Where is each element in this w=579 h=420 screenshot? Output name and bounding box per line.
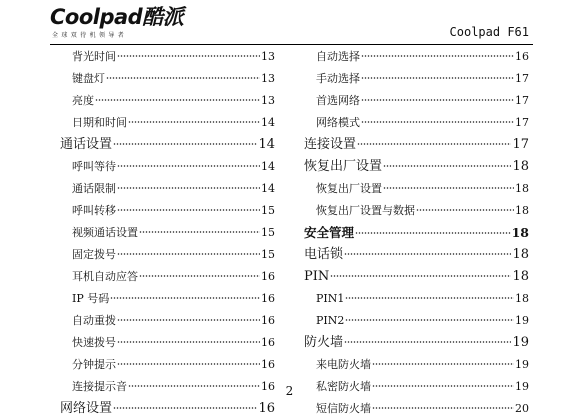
toc-entry-label: 耳机自动应答 xyxy=(72,270,138,283)
dot-leader xyxy=(383,165,511,167)
toc-entry-page: 16 xyxy=(261,380,275,393)
dot-leader xyxy=(344,253,511,255)
page-number: 2 xyxy=(285,384,294,398)
toc-entry-label: 背光时间 xyxy=(72,50,116,63)
dot-leader xyxy=(345,319,514,321)
toc-entry-label: 自动选择 xyxy=(316,50,360,63)
toc-entry-label: 固定拨号 xyxy=(72,248,116,261)
toc-entry[interactable] xyxy=(60,90,275,112)
toc-entry-label: PIN1 xyxy=(316,292,345,305)
toc-entry-label: 安全管理 xyxy=(304,225,355,240)
toc-entry[interactable] xyxy=(60,200,275,222)
dot-leader xyxy=(139,275,260,277)
toc-entry-label: 通话限制 xyxy=(72,182,116,195)
toc-entry-label: 短信防火墙 xyxy=(316,402,371,415)
toc-entry-page: 17 xyxy=(515,72,529,85)
toc-entry-label: IP 号码 xyxy=(72,292,110,305)
toc-entry-page: 18 xyxy=(515,182,529,195)
toc-entry-label: 电话锁 xyxy=(304,247,344,262)
toc-entry-label: 连接提示音 xyxy=(72,380,127,393)
dot-leader xyxy=(345,297,514,299)
dot-leader xyxy=(113,143,257,145)
toc-entry-page: 19 xyxy=(512,335,529,350)
toc-entry-page: 17 xyxy=(515,116,529,129)
toc-entry[interactable] xyxy=(60,266,275,288)
dot-leader xyxy=(117,319,260,321)
dot-leader xyxy=(95,99,260,101)
dot-leader xyxy=(106,77,260,79)
toc-entry[interactable] xyxy=(304,68,529,90)
toc-entry-page: 14 xyxy=(258,137,275,152)
toc-entry-label: 视频通话设置 xyxy=(72,226,138,239)
header-rule xyxy=(50,44,533,45)
toc-entry-page: 18 xyxy=(515,204,529,217)
toc-entry[interactable] xyxy=(60,354,275,376)
toc-entry-page: 13 xyxy=(261,50,275,63)
toc-entry-page: 13 xyxy=(261,72,275,85)
toc-entry-label: 私密防火墙 xyxy=(316,380,371,393)
toc-entry[interactable] xyxy=(304,134,529,156)
dot-leader xyxy=(416,209,514,211)
toc-entry-page: 14 xyxy=(261,116,275,129)
toc-entry[interactable] xyxy=(60,222,275,244)
toc-entry[interactable] xyxy=(60,68,275,90)
toc-entry[interactable] xyxy=(60,288,275,310)
toc-entry-page: 18 xyxy=(512,247,529,262)
dot-leader xyxy=(383,187,514,189)
toc-entry-label: 日期和时间 xyxy=(72,116,127,129)
toc-entry-page: 15 xyxy=(261,204,275,217)
dot-leader xyxy=(361,55,514,57)
toc-right-column xyxy=(304,46,529,420)
toc-entry[interactable] xyxy=(304,332,529,354)
toc-entry[interactable] xyxy=(60,398,275,420)
toc-entry-label: 快速拨号 xyxy=(72,336,116,349)
toc-entry[interactable] xyxy=(304,90,529,112)
coolpad-logo xyxy=(50,6,183,39)
toc-entry-page: 17 xyxy=(515,94,529,107)
toc-entry-page: 18 xyxy=(512,159,529,174)
toc-entry-page: 20 xyxy=(515,402,529,415)
toc-entry-page: 18 xyxy=(512,269,529,284)
toc-entry-label: 亮度 xyxy=(72,94,94,107)
dot-leader xyxy=(372,363,514,365)
toc-entry-page: 15 xyxy=(261,248,275,261)
toc-entry-page: 16 xyxy=(261,358,275,371)
toc-entry-page: 16 xyxy=(258,401,275,416)
page-header xyxy=(0,0,579,46)
toc-entry-page: 17 xyxy=(512,137,529,152)
toc-entry[interactable] xyxy=(60,156,275,178)
dot-leader xyxy=(110,297,260,299)
toc-entry-page: 19 xyxy=(515,314,529,327)
dot-leader xyxy=(117,341,260,343)
dot-leader xyxy=(117,209,260,211)
dot-leader xyxy=(117,187,260,189)
toc-entry[interactable] xyxy=(304,266,529,288)
toc-entry-label: PIN xyxy=(304,269,330,284)
logo-text: Coolpad酷派 xyxy=(50,5,184,29)
toc-entry-label: 键盘灯 xyxy=(72,72,105,85)
toc-entry-label: 防火墙 xyxy=(304,335,344,350)
toc-entry[interactable] xyxy=(304,222,529,244)
toc-entry[interactable] xyxy=(304,200,529,222)
toc-entry[interactable] xyxy=(60,310,275,332)
dot-leader xyxy=(361,77,514,79)
toc-entry-label: 手动选择 xyxy=(316,72,360,85)
toc-left-column xyxy=(60,46,275,420)
dot-leader xyxy=(355,232,511,234)
toc-entry[interactable] xyxy=(304,112,529,134)
toc-entry-label: PIN2 xyxy=(316,314,345,327)
toc-entry-page: 16 xyxy=(261,336,275,349)
toc-entry[interactable] xyxy=(60,46,275,68)
toc-entry[interactable] xyxy=(304,354,529,376)
toc-entry-page: 14 xyxy=(261,182,275,195)
toc-entry[interactable] xyxy=(60,332,275,354)
dot-leader xyxy=(117,165,260,167)
toc-entry-label: 网络设置 xyxy=(60,401,113,416)
toc-entry-page: 15 xyxy=(261,226,275,239)
toc-entry[interactable] xyxy=(60,134,275,156)
toc-entry[interactable] xyxy=(60,244,275,266)
toc-entry-page: 16 xyxy=(515,50,529,63)
toc-entry-page: 13 xyxy=(261,94,275,107)
dot-leader xyxy=(361,99,514,101)
toc-entry-label: 呼叫转移 xyxy=(72,204,116,217)
dot-leader xyxy=(117,253,260,255)
toc-entry-label: 首选网络 xyxy=(316,94,360,107)
toc-entry-label: 分钟提示 xyxy=(72,358,116,371)
toc-entry-page: 18 xyxy=(515,292,529,305)
toc-entry-label: 网络模式 xyxy=(316,116,360,129)
toc-entry-page: 16 xyxy=(261,270,275,283)
dot-leader xyxy=(357,143,511,145)
toc-entry[interactable] xyxy=(304,46,529,68)
toc-entry-page: 19 xyxy=(515,358,529,371)
dot-leader xyxy=(344,341,511,343)
dot-leader xyxy=(372,407,514,409)
toc-entry-label: 连接设置 xyxy=(304,137,357,152)
dot-leader xyxy=(117,363,260,365)
toc-entry[interactable] xyxy=(60,178,275,200)
toc-entry[interactable] xyxy=(304,178,529,200)
toc-entry-label: 恢复出厂设置 xyxy=(316,182,382,195)
toc-entry[interactable] xyxy=(304,288,529,310)
toc-entry[interactable] xyxy=(304,244,529,266)
dot-leader xyxy=(128,121,260,123)
dot-leader xyxy=(361,121,514,123)
toc-entry-label: 恢复出厂设置与数据 xyxy=(316,204,415,217)
toc-entry-page: 16 xyxy=(261,314,275,327)
toc-entry-label: 恢复出厂设置 xyxy=(304,159,383,174)
toc-entry[interactable] xyxy=(304,398,529,420)
toc-entry-label: 呼叫等待 xyxy=(72,160,116,173)
dot-leader xyxy=(117,55,260,57)
dot-leader xyxy=(330,275,511,277)
toc-entry-label: 通话设置 xyxy=(60,137,113,152)
toc-entry[interactable] xyxy=(304,156,529,178)
logo-tagline: 全球双待机领导者 xyxy=(52,32,128,39)
toc-entry[interactable] xyxy=(304,310,529,332)
model-name: Coolpad F61 xyxy=(449,25,529,39)
dot-leader xyxy=(113,407,257,409)
toc-entry[interactable] xyxy=(60,112,275,134)
dot-leader xyxy=(139,231,260,233)
toc-entry-page: 16 xyxy=(261,292,275,305)
toc-entry-label: 自动重拨 xyxy=(72,314,116,327)
toc-entry-page: 19 xyxy=(515,380,529,393)
toc-entry-label: 来电防火墙 xyxy=(316,358,371,371)
toc-entry-page: 14 xyxy=(261,160,275,173)
toc-entry-page: 18 xyxy=(511,225,529,240)
